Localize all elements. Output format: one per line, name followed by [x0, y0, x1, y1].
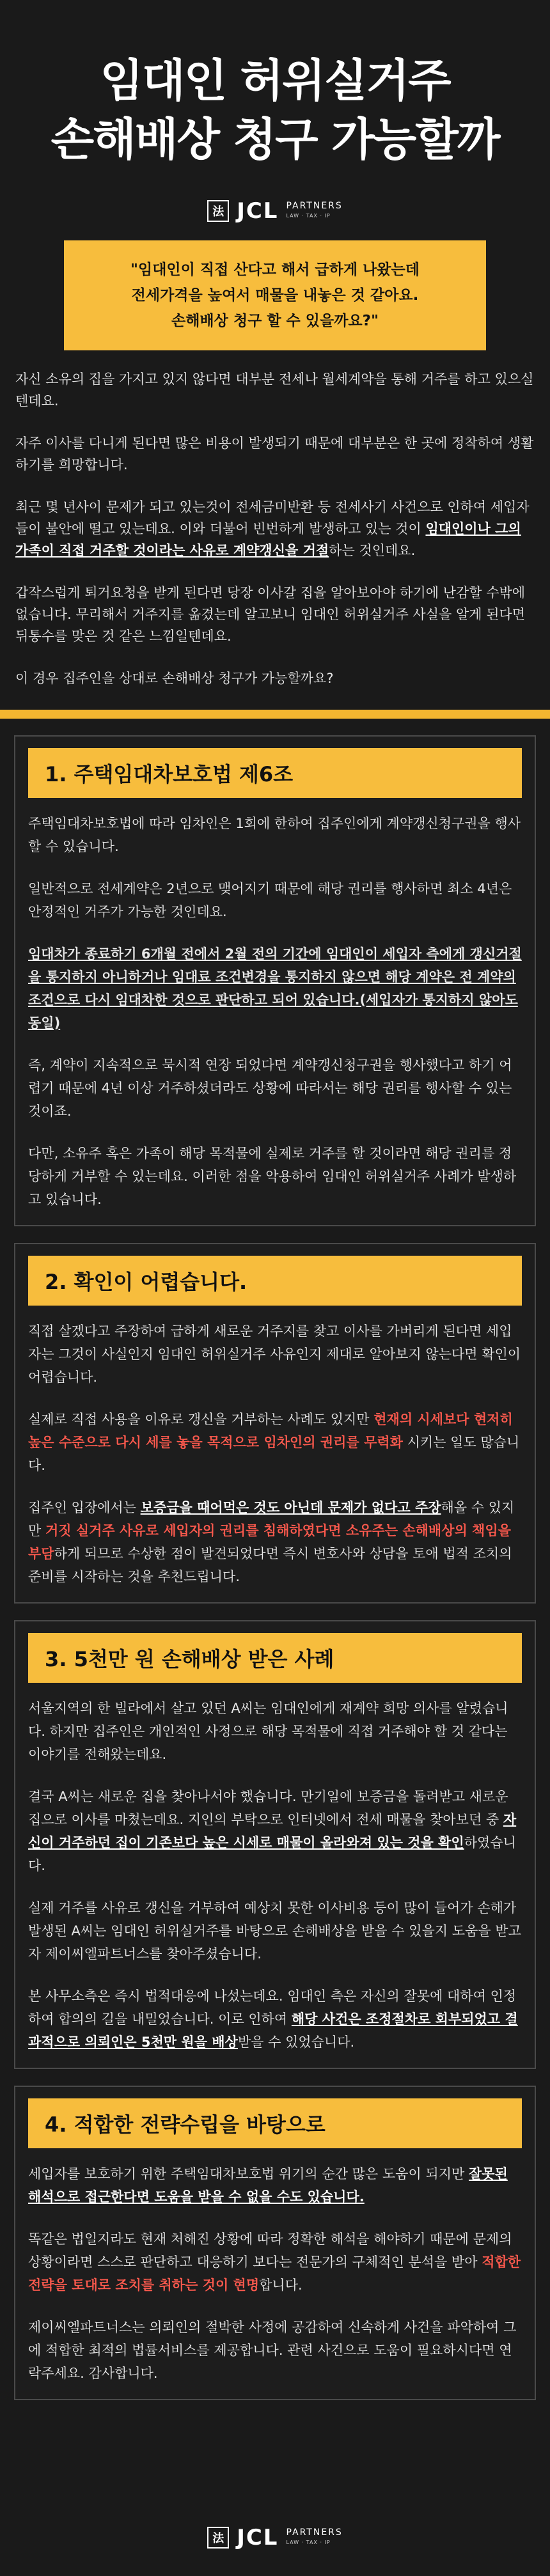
section-paragraph: 서울지역의 한 빌라에서 살고 있던 A씨는 임대인에게 재계약 희망 의사를 알렸습니다. 하지만 집주인은 개인적인 사정으로 해당 목적물에 직접 거주해야 할 것 같다는 이야기를 전해왔는데요. — [28, 1701, 508, 1762]
intro-paragraph: 이 경우 집주인을 상대로 손해배상 청구가 가능할까요? — [15, 671, 334, 686]
title-line-1: 임대인 허위실거주 — [100, 54, 450, 107]
accent-divider — [0, 710, 550, 719]
underlined-paragraph: 임대차가 종료하기 6개월 전에서 2월 전의 기간에 임대인이 세입자 측에게 갱신거절을 통지하지 아니하거나 임대료 조건변경을 통지하지 않으면 해당 계약은 전 계약의 조건으로 다시 임대차한 것으로 판단하고 되어 있습니다.(세입자가 통지하지 않아도 동일) — [28, 946, 522, 1031]
section-paragraph: 제이씨엘파트너스는 의뢰인의 절박한 사정에 공감하여 신속하게 사건을 파악하여 그에 적합한 최적의 법률서비스를 제공합니다. 관련 사건으로 도움이 필요하시다면 연락주세요. 감사합니다. — [28, 2320, 517, 2381]
quote-line-1: "임대인이 직접 산다고 해서 급하게 나왔는데 — [130, 262, 420, 278]
quote-line-3: 손해배상 청구 할 수 있을까요?" — [171, 313, 379, 329]
section-paragraph — [28, 1985, 522, 2054]
intro-text — [0, 350, 550, 689]
law-seal-icon: 法 — [207, 2527, 229, 2549]
text-run: 최근 몇 년사이 문제가 되고 있는것이 전세금미반환 등 전세사기 사건으로 인하여 세입자들이 불안에 떨고 있는데요. 이와 더불어 빈번하게 발생하고 있는 것이 — [15, 499, 530, 536]
text-run: 하였습니다. — [28, 1835, 516, 1873]
underlined-text: 잘못된 해석으로 접근한다면 도움을 받을 수 없을 수도 있습니다. — [28, 2166, 508, 2205]
section-paragraph: 즉, 계약이 지속적으로 묵시적 연장 되었다면 계약갱신청구권을 행사했다고 하기 어렵기 때문에 4년 이상 거주하셨더라도 상황에 따라서는 해당 권리를 행사할 수 있는 것이죠. — [28, 1058, 512, 1119]
intro-paragraph: 자주 이사를 다니게 된다면 많은 비용이 발생되기 때문에 대부분은 한 곳에 정착하여 생활하기를 희망합니다. — [15, 435, 534, 472]
highlighted-text: 거짓 실거주 사유로 세입자의 권리를 침해하였다면 소유주는 손해배상의 책임을 부담 — [28, 1523, 511, 1561]
text-run: 하게 되므로 수상한 점이 발견되었다면 즉시 변호사와 상담을 토애 법적 조치의 준비를 시작하는 것을 추천드립니다. — [28, 1546, 512, 1584]
logo-name: JCL — [237, 2525, 279, 2550]
section-paragraph — [28, 1785, 522, 1877]
logo-tagline: LAW · TAX · IP — [286, 213, 331, 219]
text-run: 본 사무소측은 즉시 법적대응에 나섰는데요. 임대인 측은 자신의 잘못에 대하여 인정하여 합의의 길을 내밀었습니다. 이로 인하여 — [28, 1988, 517, 2027]
section-paragraph — [28, 2228, 522, 2297]
intro-paragraph: 갑작스럽게 퇴거요청을 받게 된다면 당장 이사갈 집을 알아보아야 하기에 난감할 수밖에 없습니다. 무리해서 거주지를 옮겼는데 알고보니 임대인 허위실거주 사실을 알게 된다면 뒤통수를 맞은 것 같은 느낌일텐데요. — [15, 585, 526, 644]
logo-name: JCL — [237, 198, 279, 224]
section-heading: 2. 확인이 어렵습니다. — [28, 1256, 522, 1306]
logo-subtitle — [286, 201, 342, 221]
logo-partners: PARTNERS — [286, 201, 343, 211]
section-paragraph: 일반적으로 전세계약은 2년으로 맺어지기 때문에 해당 권리를 행사하면 최소 4년은 안정적인 거주가 가능한 것인데요. — [28, 881, 512, 919]
text-run: 세입자를 보호하기 위한 주택임대차보호법 위기의 순간 많은 도움이 되지만 — [28, 2166, 469, 2182]
jcl-logo — [0, 198, 550, 224]
underlined-text: 보증금을 때어먹은 것도 아닌데 문제가 없다고 주장 — [140, 1500, 441, 1515]
text-run: 똑같은 법일지라도 현재 처해진 상황에 따라 정확한 해석을 해야하기 때문에 문제의 상황이라면 스스로 판단하고 대응하기 보다는 전문가의 구체적인 분석을 받아 — [28, 2231, 512, 2270]
section-paragraph: 주택임대차보호법에 따라 임차인은 1회에 한하여 집주인에게 계약갱신청구권을 행사할 수 있습니다. — [28, 816, 521, 854]
jcl-logo — [207, 2525, 343, 2550]
underlined-text: 임대인이나 그의 가족이 직접 거주할 것이라는 사유로 계약갱신을 거절 — [15, 521, 521, 558]
underlined-text: 해당 사건은 조정절차로 회부되었고 결과적으로 의뢰인은 5천만 원을 배상 — [28, 2011, 518, 2050]
text-run: 하는 것인데요. — [329, 543, 416, 558]
text-run: 집주인 입장에서는 — [28, 1500, 141, 1515]
logo-subtitle — [286, 2527, 342, 2548]
section-heading: 1. 주택임대차보호법 제6조 — [28, 748, 522, 798]
text-run: 합니다. — [259, 2277, 302, 2293]
section-heading: 3. 5천만 원 손해배상 받은 사례 — [28, 1633, 522, 1683]
section-paragraph: 직접 살겠다고 주장하여 급하게 새로운 거주지를 찾고 이사를 가버리게 된다면 세입자는 그것이 사실인지 임대인 허위실거주 사유인지 제대로 알아보지 않는다면 확인이 어렵습니다. — [28, 1323, 521, 1385]
text-run: 시키는 일도 많습니다. — [28, 1435, 520, 1473]
text-run: 받을 수 있었습니다. — [237, 2034, 355, 2050]
section-4 — [14, 2086, 536, 2400]
section-paragraph — [28, 1408, 522, 1477]
intro-paragraph — [15, 496, 535, 561]
section-1 — [14, 735, 536, 1226]
section-paragraph — [28, 2162, 522, 2208]
section-heading: 4. 적합한 전략수립을 바탕으로 — [28, 2098, 522, 2148]
intro-paragraph: 자신 소유의 집을 가지고 있지 않다면 대부분 전세나 월세계약을 통해 거주를 하고 있으실텐데요. — [15, 371, 534, 409]
logo-partners: PARTNERS — [286, 2527, 343, 2538]
section-2 — [14, 1243, 536, 1604]
quote-line-2: 전세가격을 높여서 매물을 내놓은 것 같아요. — [131, 287, 419, 304]
highlighted-text: 현재의 시세보다 현저히 높은 수준으로 다시 세를 놓을 목적으로 임차인의 권리를 무력화 — [28, 1412, 513, 1450]
quote-box — [64, 240, 486, 350]
highlighted-text: 적합한 전략을 토대로 조치를 취하는 것이 현명 — [28, 2254, 521, 2293]
text-run: 실제로 직접 사용을 이유로 갱신을 거부하는 사례도 있지만 — [28, 1412, 374, 1427]
footer-logo — [0, 2525, 550, 2550]
page-title — [0, 0, 550, 169]
law-seal-icon: 法 — [207, 200, 229, 222]
section-3 — [14, 1620, 536, 2069]
title-line-2: 손해배상 청구 가능할까 — [51, 113, 499, 166]
section-paragraph: 다만, 소유주 혹은 가족이 해당 목적물에 실제로 거주를 할 것이라면 해당 권리를 정당하게 거부할 수 있는데요. 이러한 점을 악용하여 임대인 허위실거주 사례가 발생하고 있습니다. — [28, 1146, 517, 1207]
logo-tagline: LAW · TAX · IP — [286, 2540, 331, 2545]
underlined-text: 자신이 거주하던 집이 기존보다 높은 시세로 매물이 올라와져 있는 것을 확인 — [28, 1812, 517, 1850]
section-paragraph: 실제 거주를 사유로 갱신을 거부하여 예상치 못한 이사비용 등이 많이 들어가 손해가 발생된 A씨는 임대인 허위실거주를 바탕으로 손해배상을 받을 수 있을지 도움을 받고자 제이씨엘파트너스를 찾아주셨습니다. — [28, 1900, 521, 1962]
text-run: 결국 A씨는 새로운 집을 찾아나서야 했습니다. 만기일에 보증금을 돌려받고 새로운 집으로 이사를 마쳤는데요. 지인의 부탁으로 인터넷에서 전세 매물을 찾아보던 중 — [28, 1789, 508, 1827]
text-run: 해올 수 있지만 — [28, 1500, 515, 1538]
section-paragraph — [28, 1496, 522, 1588]
